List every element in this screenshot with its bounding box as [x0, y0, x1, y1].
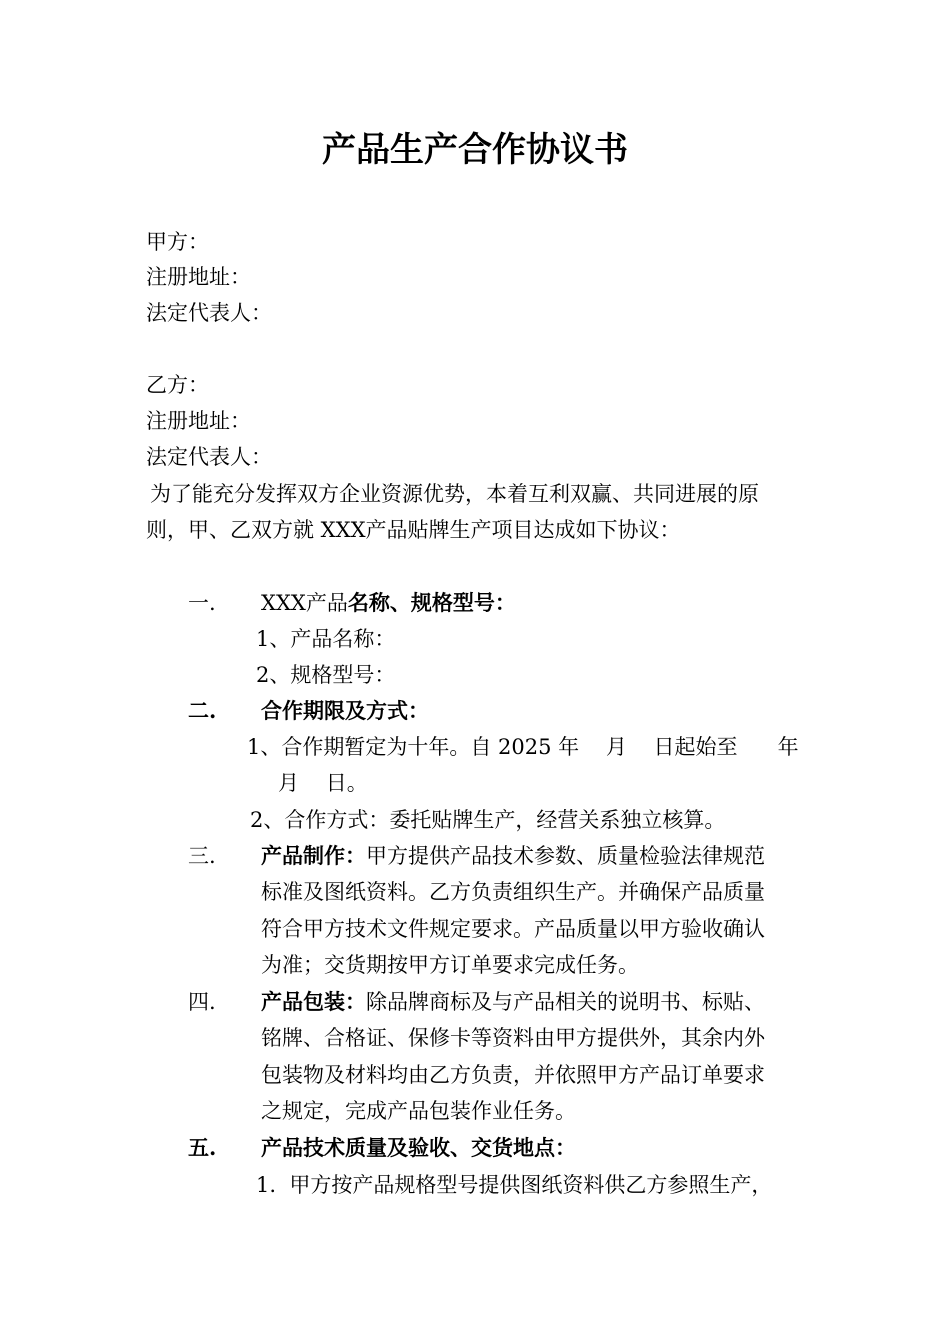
section-1-heading — [261, 589, 516, 617]
section-4-text: 除品牌商标及与产品相关的说明书、标贴、 — [366, 990, 765, 1014]
intro-line-1: 为了能充分发挥双方企业资源优势，本着互利双赢、共同进展的原 — [150, 482, 759, 506]
section-3-title: 产品制作： — [261, 843, 366, 868]
section-2-item-1-line-1: 1、合作期暂定为十年。自 2025 年 月 日起始至 年 — [247, 735, 799, 759]
section-5-number: 五. — [188, 1135, 217, 1160]
section-2-item-1-line-2: 月 日。 — [278, 771, 368, 795]
section-1-title: 名称、规格型号： — [347, 590, 516, 615]
section-3-line-1 — [261, 842, 765, 870]
party-a-address: 注册地址： — [146, 265, 251, 289]
section-4-title: 产品包装： — [261, 989, 366, 1014]
party-b-address: 注册地址： — [146, 409, 251, 433]
section-1-prefix: XXX产品 — [261, 591, 348, 615]
section-3-line-4: 为准；交货期按甲方订单要求完成任务。 — [261, 953, 639, 977]
section-1-number: 一. — [188, 591, 216, 615]
section-5-title: 产品技术质量及验收、交货地点： — [261, 1135, 576, 1160]
section-4-line-2: 铭牌、合格证、保修卡等资料由甲方提供外，其余内外 — [261, 1026, 765, 1050]
section-2-number: 二. — [188, 698, 217, 723]
section-5-item-1: 1. 甲方按产品规格型号提供图纸资料供乙方参照生产， — [256, 1173, 773, 1197]
section-3-number: 三. — [188, 844, 216, 868]
document-title: 产品生产合作协议书 — [322, 130, 628, 170]
section-3-text: 甲方提供产品技术参数、质量检验法律规范 — [366, 844, 765, 868]
section-3-line-3: 符合甲方技术文件规定要求。产品质量以甲方验收确认 — [261, 917, 765, 941]
section-2-title: 合作期限及方式： — [261, 698, 429, 723]
intro-line-2: 则，甲、乙双方就 XXX产品贴牌生产项目达成如下协议： — [146, 518, 681, 542]
section-3-line-2: 标准及图纸资料。乙方负责组织生产。并确保产品质量 — [261, 880, 765, 904]
party-a-rep: 法定代表人： — [146, 301, 272, 325]
party-b-rep: 法定代表人： — [146, 445, 272, 469]
section-1-item-2: 2、规格型号： — [256, 663, 396, 687]
party-a-label: 甲方： — [146, 230, 209, 254]
section-1-item-1: 1、产品名称： — [256, 627, 396, 651]
section-4-line-3: 包装物及材料均由乙方负责，并依照甲方产品订单要求 — [261, 1063, 765, 1087]
section-2-item-2: 2、合作方式：委托贴牌生产，经营关系独立核算。 — [250, 808, 726, 832]
party-b-label: 乙方： — [146, 373, 209, 397]
section-4-number: 四. — [188, 990, 216, 1014]
section-4-line-1 — [261, 988, 765, 1016]
section-4-line-4: 之规定，完成产品包装作业任务。 — [261, 1099, 576, 1123]
